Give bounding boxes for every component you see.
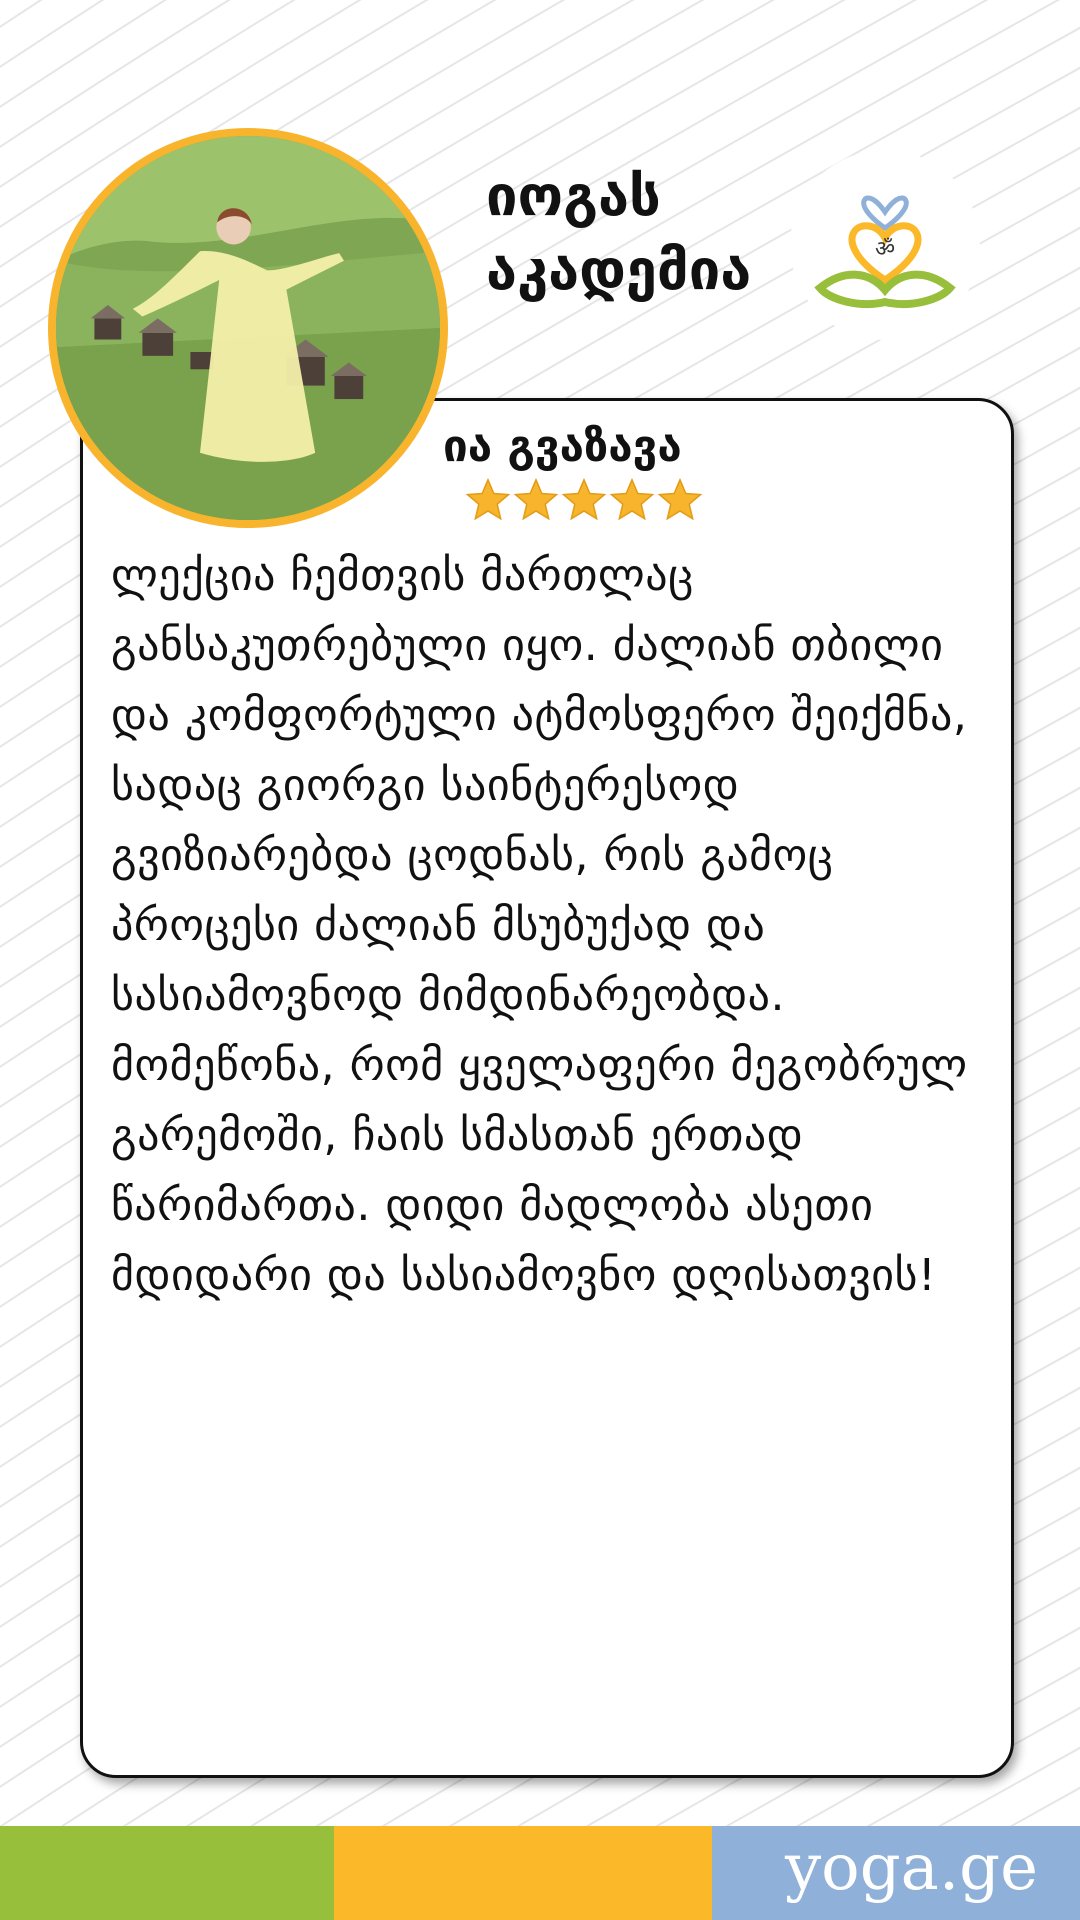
- rating-stars: [465, 477, 703, 523]
- footer-yellow-segment: [334, 1826, 712, 1920]
- review-text: ლექცია ჩემთვის მართლაც განსაკუთრებული იყო. ძალიან თბილი და კომფორტული ატმოსფერო შეიქმნა, სადაც გიორგი საინტერესოდ გვიზიარებდა ცოდნას, რის გამოც პროცესი ძალიან მსუბუქად და სასიამოვნოდ მიმდინარეობდა. მომეწონა, რომ ყველაფერი მეგობრულ გარემოში, ჩაის სმასთან ერთად წარიმართა. დიდი მადლობა ასეთი მდიდარი და სასიამოვნო დღისათვის!: [111, 550, 968, 1301]
- svg-text:ॐ: ॐ: [874, 237, 896, 262]
- brand-title: [486, 160, 751, 308]
- footer-color-bar: [0, 1826, 1080, 1920]
- star-icon: [513, 477, 559, 523]
- star-icon: [657, 477, 703, 523]
- review-card: [80, 398, 1014, 1778]
- star-icon: [561, 477, 607, 523]
- footer-green-segment: [0, 1826, 334, 1920]
- reviewer-photo: [48, 128, 448, 528]
- star-icon: [609, 477, 655, 523]
- yoga-heart-om-logo-icon: [790, 150, 980, 340]
- footer-blue-segment: [712, 1826, 1080, 1920]
- brand-title-line1: იოგას: [486, 164, 661, 229]
- reviewer-name: ია გვაზავა: [443, 421, 682, 472]
- star-icon: [465, 477, 511, 523]
- site-url[interactable]: yoga.ge: [785, 1831, 1038, 1905]
- brand-title-line2: აკადემია: [486, 238, 752, 303]
